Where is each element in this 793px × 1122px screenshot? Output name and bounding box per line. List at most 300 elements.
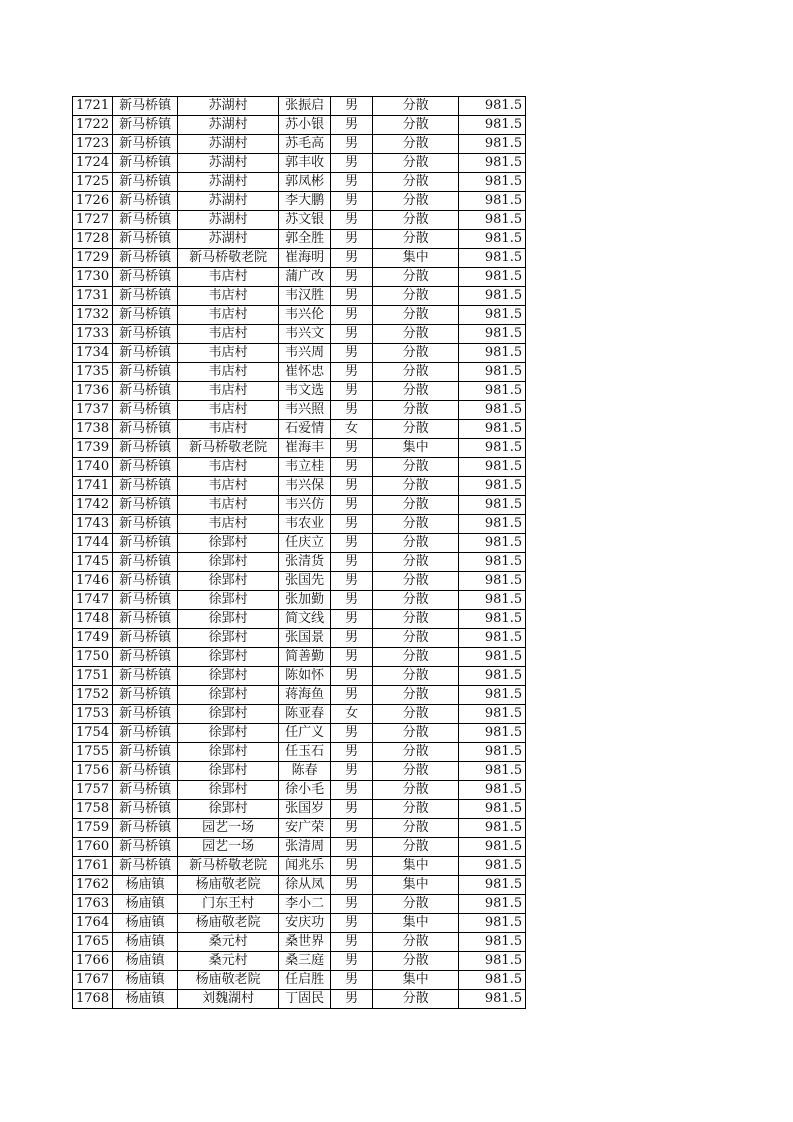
cell-number: 1759: [73, 819, 113, 838]
cell-town: 新马桥镇: [113, 116, 178, 135]
cell-name: 韦兴伦: [279, 306, 331, 325]
cell-village: 韦店村: [178, 382, 279, 401]
cell-village: 徐郢村: [178, 705, 279, 724]
cell-amount: 981.5: [459, 458, 526, 477]
cell-amount: 981.5: [459, 629, 526, 648]
cell-gender: 男: [331, 116, 373, 135]
cell-amount: 981.5: [459, 325, 526, 344]
table-row: [73, 819, 526, 838]
cell-name: 韦兴照: [279, 401, 331, 420]
cell-number: 1725: [73, 173, 113, 192]
cell-number: 1760: [73, 838, 113, 857]
cell-village: 苏湖村: [178, 173, 279, 192]
cell-number: 1762: [73, 876, 113, 895]
cell-support-mode: 分散: [373, 496, 459, 515]
cell-village: 徐郢村: [178, 781, 279, 800]
cell-support-mode: 集中: [373, 876, 459, 895]
cell-amount: 981.5: [459, 895, 526, 914]
cell-name: 张振启: [279, 97, 331, 116]
cell-support-mode: 分散: [373, 420, 459, 439]
table-row: [73, 116, 526, 135]
cell-gender: 男: [331, 895, 373, 914]
cell-number: 1734: [73, 344, 113, 363]
cell-name: 陈春: [279, 762, 331, 781]
cell-number: 1750: [73, 648, 113, 667]
cell-village: 杨庙敬老院: [178, 914, 279, 933]
cell-support-mode: 分散: [373, 515, 459, 534]
cell-number: 1755: [73, 743, 113, 762]
cell-name: 苏文银: [279, 211, 331, 230]
cell-town: 新马桥镇: [113, 363, 178, 382]
cell-support-mode: 分散: [373, 268, 459, 287]
table-row: [73, 420, 526, 439]
cell-number: 1724: [73, 154, 113, 173]
cell-village: 徐郢村: [178, 648, 279, 667]
cell-gender: 男: [331, 857, 373, 876]
cell-town: 新马桥镇: [113, 268, 178, 287]
cell-amount: 981.5: [459, 116, 526, 135]
cell-number: 1741: [73, 477, 113, 496]
cell-amount: 981.5: [459, 933, 526, 952]
cell-number: 1749: [73, 629, 113, 648]
table-row: [73, 287, 526, 306]
cell-support-mode: 分散: [373, 363, 459, 382]
cell-gender: 男: [331, 306, 373, 325]
cell-name: 陈如怀: [279, 667, 331, 686]
cell-village: 徐郢村: [178, 686, 279, 705]
cell-gender: 男: [331, 363, 373, 382]
cell-town: 新马桥镇: [113, 553, 178, 572]
cell-support-mode: 分散: [373, 895, 459, 914]
cell-support-mode: 分散: [373, 762, 459, 781]
cell-name: 苏小银: [279, 116, 331, 135]
cell-support-mode: 分散: [373, 306, 459, 325]
cell-number: 1742: [73, 496, 113, 515]
cell-number: 1733: [73, 325, 113, 344]
cell-town: 新马桥镇: [113, 211, 178, 230]
cell-town: 新马桥镇: [113, 401, 178, 420]
table-row: [73, 249, 526, 268]
cell-amount: 981.5: [459, 914, 526, 933]
cell-support-mode: 分散: [373, 154, 459, 173]
cell-amount: 981.5: [459, 287, 526, 306]
cell-gender: 男: [331, 135, 373, 154]
cell-village: 韦店村: [178, 515, 279, 534]
cell-town: 新马桥镇: [113, 496, 178, 515]
cell-number: 1728: [73, 230, 113, 249]
cell-amount: 981.5: [459, 952, 526, 971]
cell-gender: 男: [331, 458, 373, 477]
cell-gender: 男: [331, 762, 373, 781]
cell-amount: 981.5: [459, 363, 526, 382]
cell-support-mode: 分散: [373, 686, 459, 705]
cell-name: 郭凤彬: [279, 173, 331, 192]
table-row: [73, 230, 526, 249]
cell-town: 新马桥镇: [113, 724, 178, 743]
cell-gender: 男: [331, 819, 373, 838]
cell-amount: 981.5: [459, 724, 526, 743]
cell-support-mode: 集中: [373, 971, 459, 990]
cell-town: 杨庙镇: [113, 971, 178, 990]
cell-town: 新马桥镇: [113, 230, 178, 249]
table-row: [73, 534, 526, 553]
cell-name: 苏毛高: [279, 135, 331, 154]
cell-gender: 男: [331, 268, 373, 287]
cell-name: 韦文选: [279, 382, 331, 401]
cell-name: 韦兴周: [279, 344, 331, 363]
cell-town: 新马桥镇: [113, 572, 178, 591]
cell-village: 徐郢村: [178, 591, 279, 610]
cell-support-mode: 分散: [373, 344, 459, 363]
cell-support-mode: 分散: [373, 819, 459, 838]
cell-support-mode: 分散: [373, 287, 459, 306]
cell-village: 桑元村: [178, 933, 279, 952]
cell-gender: 男: [331, 211, 373, 230]
cell-village: 新马桥敬老院: [178, 439, 279, 458]
cell-number: 1747: [73, 591, 113, 610]
cell-town: 新马桥镇: [113, 686, 178, 705]
cell-name: 安广荣: [279, 819, 331, 838]
cell-town: 新马桥镇: [113, 420, 178, 439]
cell-name: 张清周: [279, 838, 331, 857]
cell-amount: 981.5: [459, 705, 526, 724]
cell-name: 李大鹏: [279, 192, 331, 211]
cell-amount: 981.5: [459, 990, 526, 1009]
cell-support-mode: 分散: [373, 325, 459, 344]
cell-village: 徐郢村: [178, 743, 279, 762]
cell-number: 1764: [73, 914, 113, 933]
cell-town: 新马桥镇: [113, 382, 178, 401]
table-row: [73, 876, 526, 895]
cell-town: 杨庙镇: [113, 895, 178, 914]
cell-town: 新马桥镇: [113, 591, 178, 610]
cell-number: 1723: [73, 135, 113, 154]
table-row: [73, 135, 526, 154]
cell-village: 刘魏湖村: [178, 990, 279, 1009]
cell-town: 新马桥镇: [113, 610, 178, 629]
cell-name: 徐小毛: [279, 781, 331, 800]
table-row: [73, 857, 526, 876]
cell-town: 新马桥镇: [113, 819, 178, 838]
cell-number: 1735: [73, 363, 113, 382]
table-row: [73, 268, 526, 287]
cell-support-mode: 分散: [373, 591, 459, 610]
cell-amount: 981.5: [459, 648, 526, 667]
table-row: [73, 477, 526, 496]
cell-town: 新马桥镇: [113, 762, 178, 781]
cell-gender: 男: [331, 515, 373, 534]
cell-number: 1768: [73, 990, 113, 1009]
cell-gender: 男: [331, 990, 373, 1009]
cell-support-mode: 集中: [373, 857, 459, 876]
cell-number: 1765: [73, 933, 113, 952]
cell-gender: 男: [331, 477, 373, 496]
table-row: [73, 667, 526, 686]
cell-support-mode: 分散: [373, 990, 459, 1009]
cell-name: 韦汉胜: [279, 287, 331, 306]
table-row: [73, 743, 526, 762]
cell-amount: 981.5: [459, 667, 526, 686]
cell-village: 韦店村: [178, 287, 279, 306]
cell-gender: 男: [331, 173, 373, 192]
cell-amount: 981.5: [459, 211, 526, 230]
cell-amount: 981.5: [459, 97, 526, 116]
cell-town: 新马桥镇: [113, 325, 178, 344]
table-row: [73, 781, 526, 800]
cell-name: 韦立桂: [279, 458, 331, 477]
cell-village: 韦店村: [178, 363, 279, 382]
cell-number: 1756: [73, 762, 113, 781]
table-row: [73, 800, 526, 819]
cell-town: 新马桥镇: [113, 534, 178, 553]
cell-village: 门东王村: [178, 895, 279, 914]
cell-town: 新马桥镇: [113, 192, 178, 211]
cell-town: 新马桥镇: [113, 629, 178, 648]
cell-name: 闻兆乐: [279, 857, 331, 876]
cell-amount: 981.5: [459, 534, 526, 553]
cell-number: 1737: [73, 401, 113, 420]
table-row: [73, 154, 526, 173]
cell-town: 杨庙镇: [113, 876, 178, 895]
cell-town: 新马桥镇: [113, 781, 178, 800]
cell-support-mode: 分散: [373, 211, 459, 230]
table-row: [73, 458, 526, 477]
cell-gender: 男: [331, 534, 373, 553]
cell-support-mode: 分散: [373, 667, 459, 686]
table-row: [73, 382, 526, 401]
cell-name: 丁固民: [279, 990, 331, 1009]
cell-amount: 981.5: [459, 876, 526, 895]
cell-village: 徐郢村: [178, 724, 279, 743]
cell-gender: 男: [331, 667, 373, 686]
cell-village: 韦店村: [178, 325, 279, 344]
cell-amount: 981.5: [459, 382, 526, 401]
cell-town: 新马桥镇: [113, 477, 178, 496]
cell-village: 韦店村: [178, 268, 279, 287]
cell-number: 1726: [73, 192, 113, 211]
cell-support-mode: 分散: [373, 781, 459, 800]
cell-amount: 981.5: [459, 610, 526, 629]
cell-number: 1753: [73, 705, 113, 724]
cell-town: 杨庙镇: [113, 952, 178, 971]
cell-name: 桑三庭: [279, 952, 331, 971]
table-row: [73, 572, 526, 591]
cell-number: 1751: [73, 667, 113, 686]
cell-gender: 男: [331, 724, 373, 743]
cell-amount: 981.5: [459, 857, 526, 876]
cell-village: 苏湖村: [178, 135, 279, 154]
table-row: [73, 306, 526, 325]
cell-name: 张国先: [279, 572, 331, 591]
cell-amount: 981.5: [459, 344, 526, 363]
cell-number: 1721: [73, 97, 113, 116]
cell-number: 1743: [73, 515, 113, 534]
cell-village: 新马桥敬老院: [178, 857, 279, 876]
table-row: [73, 629, 526, 648]
cell-support-mode: 集中: [373, 914, 459, 933]
table-row: [73, 610, 526, 629]
cell-number: 1731: [73, 287, 113, 306]
cell-support-mode: 分散: [373, 724, 459, 743]
cell-name: 简文线: [279, 610, 331, 629]
cell-amount: 981.5: [459, 781, 526, 800]
cell-support-mode: 分散: [373, 572, 459, 591]
cell-village: 徐郢村: [178, 534, 279, 553]
cell-village: 苏湖村: [178, 154, 279, 173]
cell-support-mode: 分散: [373, 230, 459, 249]
cell-support-mode: 集中: [373, 439, 459, 458]
data-table: [72, 96, 526, 1009]
table-row: [73, 591, 526, 610]
cell-support-mode: 分散: [373, 382, 459, 401]
cell-support-mode: 分散: [373, 553, 459, 572]
cell-gender: 男: [331, 952, 373, 971]
cell-number: 1758: [73, 800, 113, 819]
cell-gender: 男: [331, 401, 373, 420]
cell-support-mode: 分散: [373, 743, 459, 762]
cell-gender: 女: [331, 705, 373, 724]
cell-gender: 男: [331, 743, 373, 762]
cell-gender: 男: [331, 382, 373, 401]
cell-amount: 981.5: [459, 306, 526, 325]
cell-gender: 男: [331, 287, 373, 306]
cell-village: 韦店村: [178, 306, 279, 325]
table-row: [73, 952, 526, 971]
cell-village: 韦店村: [178, 420, 279, 439]
table-row: [73, 686, 526, 705]
cell-support-mode: 分散: [373, 610, 459, 629]
cell-gender: 男: [331, 572, 373, 591]
cell-gender: 男: [331, 249, 373, 268]
cell-gender: 男: [331, 325, 373, 344]
cell-amount: 981.5: [459, 249, 526, 268]
cell-number: 1767: [73, 971, 113, 990]
cell-number: 1746: [73, 572, 113, 591]
table-row: [73, 895, 526, 914]
cell-town: 新马桥镇: [113, 97, 178, 116]
cell-village: 韦店村: [178, 344, 279, 363]
cell-gender: 男: [331, 591, 373, 610]
table-row: [73, 211, 526, 230]
cell-amount: 981.5: [459, 515, 526, 534]
cell-village: 新马桥敬老院: [178, 249, 279, 268]
cell-gender: 男: [331, 838, 373, 857]
cell-town: 新马桥镇: [113, 249, 178, 268]
cell-gender: 男: [331, 648, 373, 667]
cell-village: 桑元村: [178, 952, 279, 971]
cell-amount: 981.5: [459, 420, 526, 439]
table-row: [73, 325, 526, 344]
cell-support-mode: 分散: [373, 477, 459, 496]
cell-support-mode: 分散: [373, 705, 459, 724]
table-row: [73, 724, 526, 743]
cell-support-mode: 分散: [373, 192, 459, 211]
cell-gender: 男: [331, 230, 373, 249]
cell-support-mode: 分散: [373, 173, 459, 192]
cell-number: 1744: [73, 534, 113, 553]
cell-name: 桑世界: [279, 933, 331, 952]
cell-support-mode: 分散: [373, 629, 459, 648]
table-row: [73, 439, 526, 458]
cell-town: 杨庙镇: [113, 990, 178, 1009]
cell-number: 1757: [73, 781, 113, 800]
cell-town: 新马桥镇: [113, 135, 178, 154]
cell-name: 李小二: [279, 895, 331, 914]
cell-village: 徐郢村: [178, 572, 279, 591]
cell-gender: 女: [331, 420, 373, 439]
table-row: [73, 496, 526, 515]
table-row: [73, 971, 526, 990]
cell-name: 石爱情: [279, 420, 331, 439]
table-row: [73, 838, 526, 857]
cell-town: 新马桥镇: [113, 154, 178, 173]
cell-number: 1738: [73, 420, 113, 439]
cell-name: 张国景: [279, 629, 331, 648]
table-row: [73, 344, 526, 363]
cell-amount: 981.5: [459, 838, 526, 857]
cell-number: 1745: [73, 553, 113, 572]
cell-name: 崔海明: [279, 249, 331, 268]
cell-village: 徐郢村: [178, 629, 279, 648]
cell-amount: 981.5: [459, 154, 526, 173]
cell-amount: 981.5: [459, 477, 526, 496]
cell-number: 1763: [73, 895, 113, 914]
cell-number: 1732: [73, 306, 113, 325]
cell-number: 1748: [73, 610, 113, 629]
cell-amount: 981.5: [459, 743, 526, 762]
cell-name: 郭丰收: [279, 154, 331, 173]
cell-gender: 男: [331, 97, 373, 116]
cell-support-mode: 分散: [373, 534, 459, 553]
cell-village: 园艺一场: [178, 838, 279, 857]
cell-amount: 981.5: [459, 230, 526, 249]
cell-support-mode: 分散: [373, 933, 459, 952]
cell-town: 杨庙镇: [113, 933, 178, 952]
cell-name: 徐从凤: [279, 876, 331, 895]
cell-name: 任广义: [279, 724, 331, 743]
cell-village: 苏湖村: [178, 211, 279, 230]
cell-village: 苏湖村: [178, 97, 279, 116]
cell-amount: 981.5: [459, 439, 526, 458]
cell-support-mode: 分散: [373, 800, 459, 819]
cell-name: 任玉石: [279, 743, 331, 762]
cell-name: 张加勤: [279, 591, 331, 610]
cell-name: 蒋海鱼: [279, 686, 331, 705]
cell-name: 郭全胜: [279, 230, 331, 249]
cell-name: 张国岁: [279, 800, 331, 819]
cell-name: 任庆立: [279, 534, 331, 553]
cell-gender: 男: [331, 876, 373, 895]
cell-amount: 981.5: [459, 819, 526, 838]
cell-town: 新马桥镇: [113, 667, 178, 686]
cell-gender: 男: [331, 629, 373, 648]
cell-number: 1722: [73, 116, 113, 135]
cell-village: 韦店村: [178, 477, 279, 496]
cell-amount: 981.5: [459, 686, 526, 705]
cell-village: 苏湖村: [178, 192, 279, 211]
cell-name: 韦兴文: [279, 325, 331, 344]
cell-amount: 981.5: [459, 268, 526, 287]
cell-number: 1736: [73, 382, 113, 401]
cell-amount: 981.5: [459, 553, 526, 572]
cell-number: 1761: [73, 857, 113, 876]
cell-gender: 男: [331, 933, 373, 952]
cell-amount: 981.5: [459, 192, 526, 211]
cell-village: 徐郢村: [178, 762, 279, 781]
cell-gender: 男: [331, 496, 373, 515]
cell-name: 崔怀忠: [279, 363, 331, 382]
cell-number: 1752: [73, 686, 113, 705]
